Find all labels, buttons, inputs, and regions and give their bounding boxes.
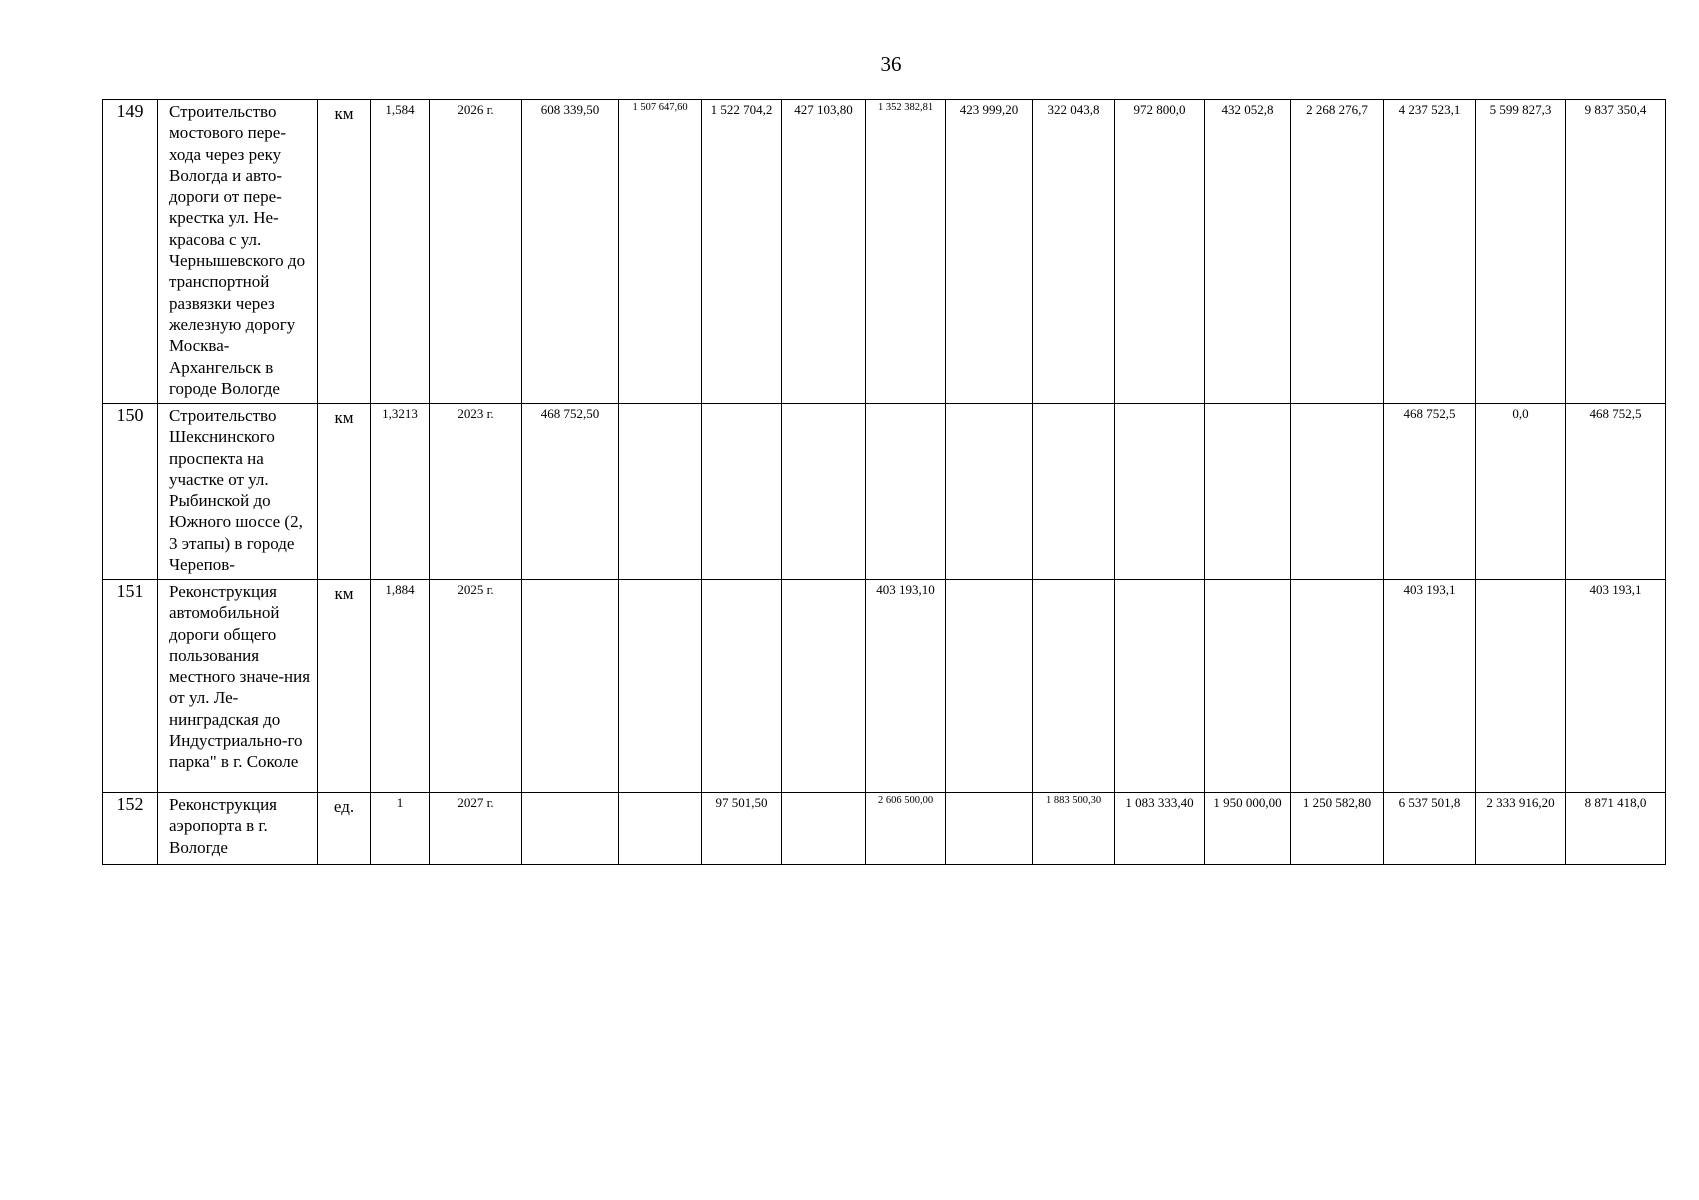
amount-cell-4 [782, 404, 866, 580]
row-number-cell: 149 [103, 100, 158, 404]
amount-cell-13: 403 193,1 [1566, 580, 1666, 793]
capacity-cell: 1 [371, 793, 430, 865]
amount-cell-13: 9 837 350,4 [1566, 100, 1666, 404]
amount-cell-8 [1115, 404, 1205, 580]
amount-cell-11: 6 537 501,8 [1384, 793, 1476, 865]
table-row [103, 100, 1666, 404]
amount-cell-6 [946, 580, 1033, 793]
year-cell: 2026 г. [430, 100, 522, 404]
unit-cell: км [318, 580, 371, 793]
amount-cell-13: 8 871 418,0 [1566, 793, 1666, 865]
amount-cell-6: 423 999,20 [946, 100, 1033, 404]
amount-cell-8: 972 800,0 [1115, 100, 1205, 404]
amount-cell-10: 2 268 276,7 [1291, 100, 1384, 404]
project-name-cell: Реконструкция аэропорта в г. Вологде [158, 793, 318, 865]
amount-cell-7: 322 043,8 [1033, 100, 1115, 404]
unit-cell: км [318, 404, 371, 580]
amount-cell-2 [619, 404, 702, 580]
amount-cell-9 [1205, 580, 1291, 793]
amount-cell-12 [1476, 580, 1566, 793]
amount-cell-9 [1205, 404, 1291, 580]
amount-cell-8 [1115, 580, 1205, 793]
amount-cell-3: 1 522 704,2 [702, 100, 782, 404]
amount-cell-2 [619, 793, 702, 865]
amount-cell-1: 608 339,50 [522, 100, 619, 404]
amount-cell-5: 403 193,10 [866, 580, 946, 793]
project-name-cell: Строительство мостового пере-хода через реку Вологда и авто-дороги от пере-крестка ул. Не-красова с ул. Чернышевского до транспортной развязки через железную дорогу Москва-Архангельск в городе Вологде [158, 100, 318, 404]
page-number: 36 [880, 52, 902, 76]
amount-cell-5: 1 352 382,81 [866, 100, 946, 404]
amount-cell-6 [946, 404, 1033, 580]
amount-cell-1 [522, 580, 619, 793]
amount-cell-2: 1 507 647,60 [619, 100, 702, 404]
amount-cell-12: 5 599 827,3 [1476, 100, 1566, 404]
amount-cell-3: 97 501,50 [702, 793, 782, 865]
amount-cell-3 [702, 404, 782, 580]
amount-cell-1 [522, 793, 619, 865]
amount-cell-11: 403 193,1 [1384, 580, 1476, 793]
amount-cell-4 [782, 580, 866, 793]
unit-cell: ед. [318, 793, 371, 865]
amount-cell-11: 468 752,5 [1384, 404, 1476, 580]
table-row [103, 793, 1666, 865]
amount-cell-7: 1 883 500,30 [1033, 793, 1115, 865]
amount-cell-12: 2 333 916,20 [1476, 793, 1566, 865]
row-number-cell: 152 [103, 793, 158, 865]
amount-cell-10 [1291, 404, 1384, 580]
project-name-cell: Реконструкция автомобильной дороги общего пользования местного значе-ния от ул. Ле-нинградская до Индустриально-го парка" в г. Соколе [158, 580, 318, 793]
amount-cell-5 [866, 404, 946, 580]
amount-cell-2 [619, 580, 702, 793]
capacity-cell: 1,3213 [371, 404, 430, 580]
amount-cell-6 [946, 793, 1033, 865]
amount-cell-11: 4 237 523,1 [1384, 100, 1476, 404]
amount-cell-7 [1033, 404, 1115, 580]
table-row [103, 404, 1666, 580]
row-number-cell: 150 [103, 404, 158, 580]
amount-cell-9: 1 950 000,00 [1205, 793, 1291, 865]
amount-cell-12: 0,0 [1476, 404, 1566, 580]
amount-cell-4 [782, 793, 866, 865]
year-cell: 2027 г. [430, 793, 522, 865]
amount-cell-13: 468 752,5 [1566, 404, 1666, 580]
row-number-cell: 151 [103, 580, 158, 793]
unit-cell: км [318, 100, 371, 404]
year-cell: 2025 г. [430, 580, 522, 793]
amount-cell-3 [702, 580, 782, 793]
capital-projects-table [102, 99, 1666, 865]
year-cell: 2023 г. [430, 404, 522, 580]
amount-cell-4: 427 103,80 [782, 100, 866, 404]
amount-cell-10: 1 250 582,80 [1291, 793, 1384, 865]
amount-cell-8: 1 083 333,40 [1115, 793, 1205, 865]
capacity-cell: 1,584 [371, 100, 430, 404]
amount-cell-1: 468 752,50 [522, 404, 619, 580]
capacity-cell: 1,884 [371, 580, 430, 793]
amount-cell-9: 432 052,8 [1205, 100, 1291, 404]
amount-cell-7 [1033, 580, 1115, 793]
amount-cell-10 [1291, 580, 1384, 793]
table-row [103, 580, 1666, 793]
amount-cell-5: 2 606 500,00 [866, 793, 946, 865]
project-name-cell: Строительство Шекснинского проспекта на участке от ул. Рыбинской до Южного шоссе (2, 3 этапы) в городе Черепов- [158, 404, 318, 580]
